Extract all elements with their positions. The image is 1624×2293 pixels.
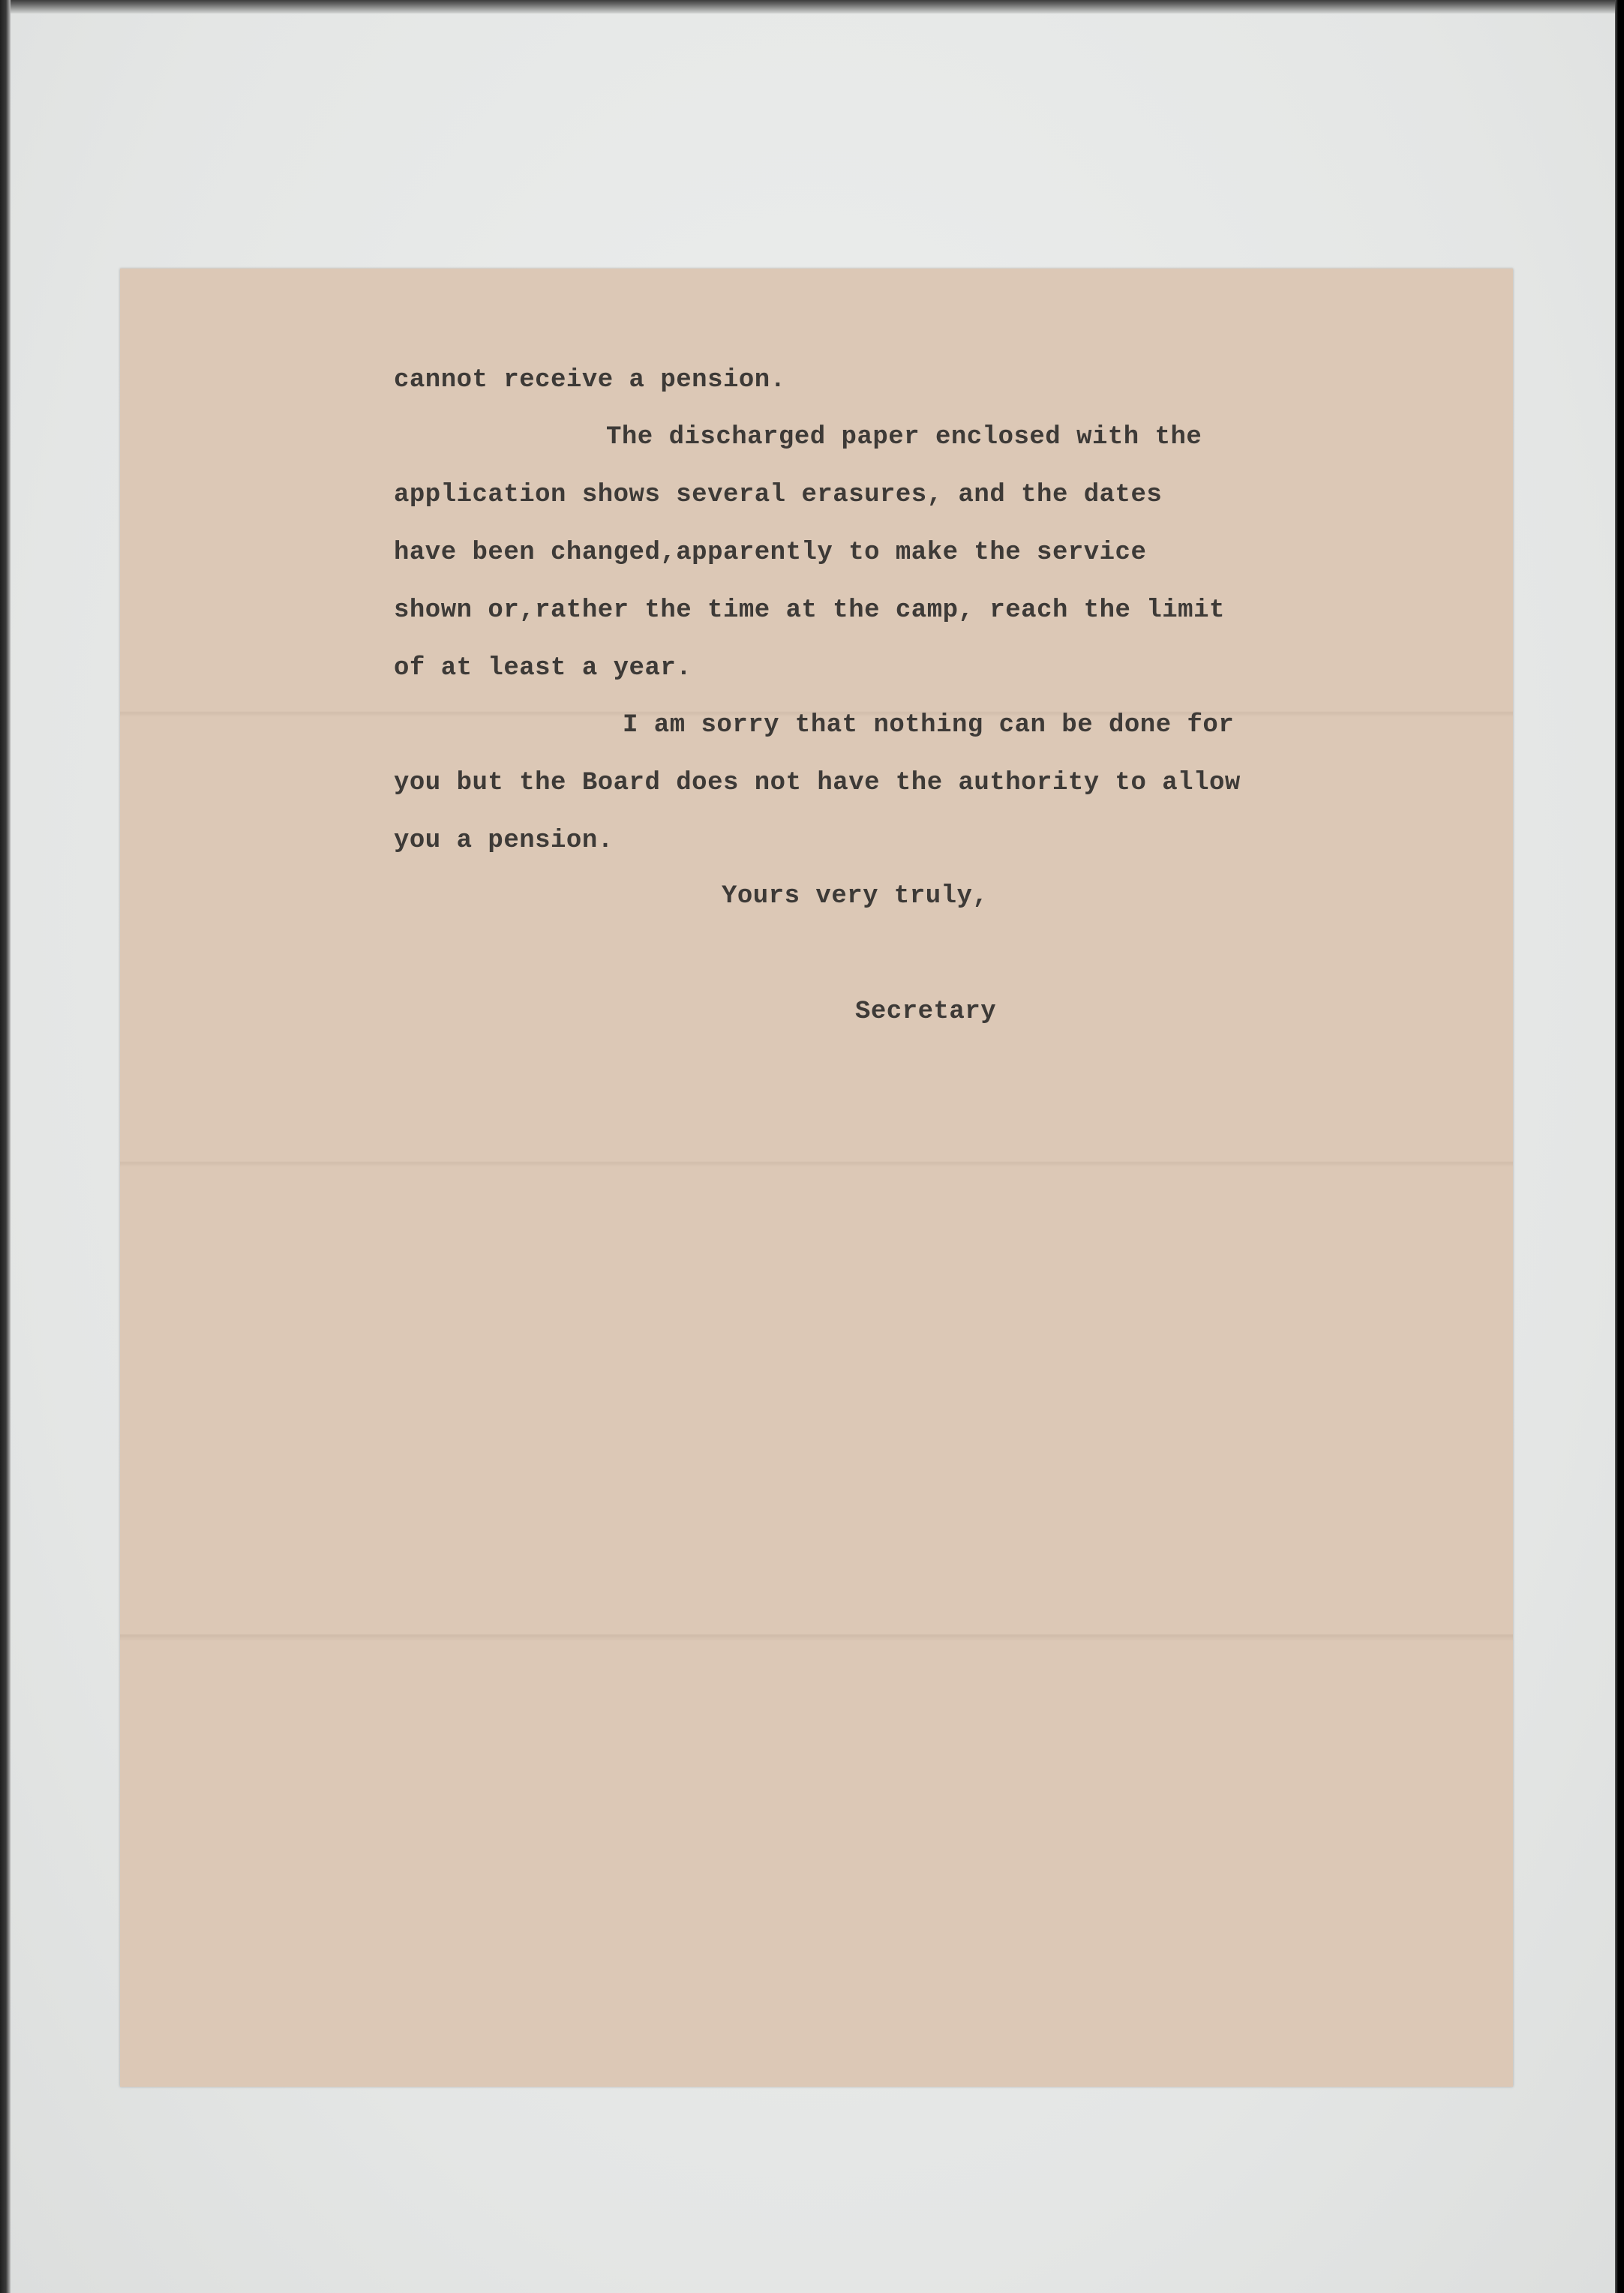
signature-title: Secretary bbox=[855, 998, 997, 1026]
scan-border-right bbox=[1615, 0, 1624, 2293]
scan-border-left bbox=[0, 0, 11, 2293]
body-line-2: The discharged paper enclosed with the bbox=[606, 423, 1202, 452]
body-line-8: you but the Board does not have the authority to allow bbox=[394, 769, 1241, 797]
body-line-9: you a pension. bbox=[394, 827, 614, 855]
closing-line: Yours very truly, bbox=[722, 882, 989, 911]
scan-border-top bbox=[0, 0, 1624, 14]
body-line-5: shown or,rather the time at the camp, reach the limit bbox=[394, 596, 1225, 625]
body-line-7: I am sorry that nothing can be done for bbox=[623, 711, 1235, 740]
body-line-3: application shows several erasures, and the dates bbox=[394, 481, 1163, 509]
letter-page bbox=[120, 269, 1513, 2087]
body-line-4: have been changed,apparently to make the service bbox=[394, 539, 1147, 567]
body-line-1: cannot receive a pension. bbox=[394, 366, 786, 395]
body-line-6: of at least a year. bbox=[394, 654, 692, 683]
